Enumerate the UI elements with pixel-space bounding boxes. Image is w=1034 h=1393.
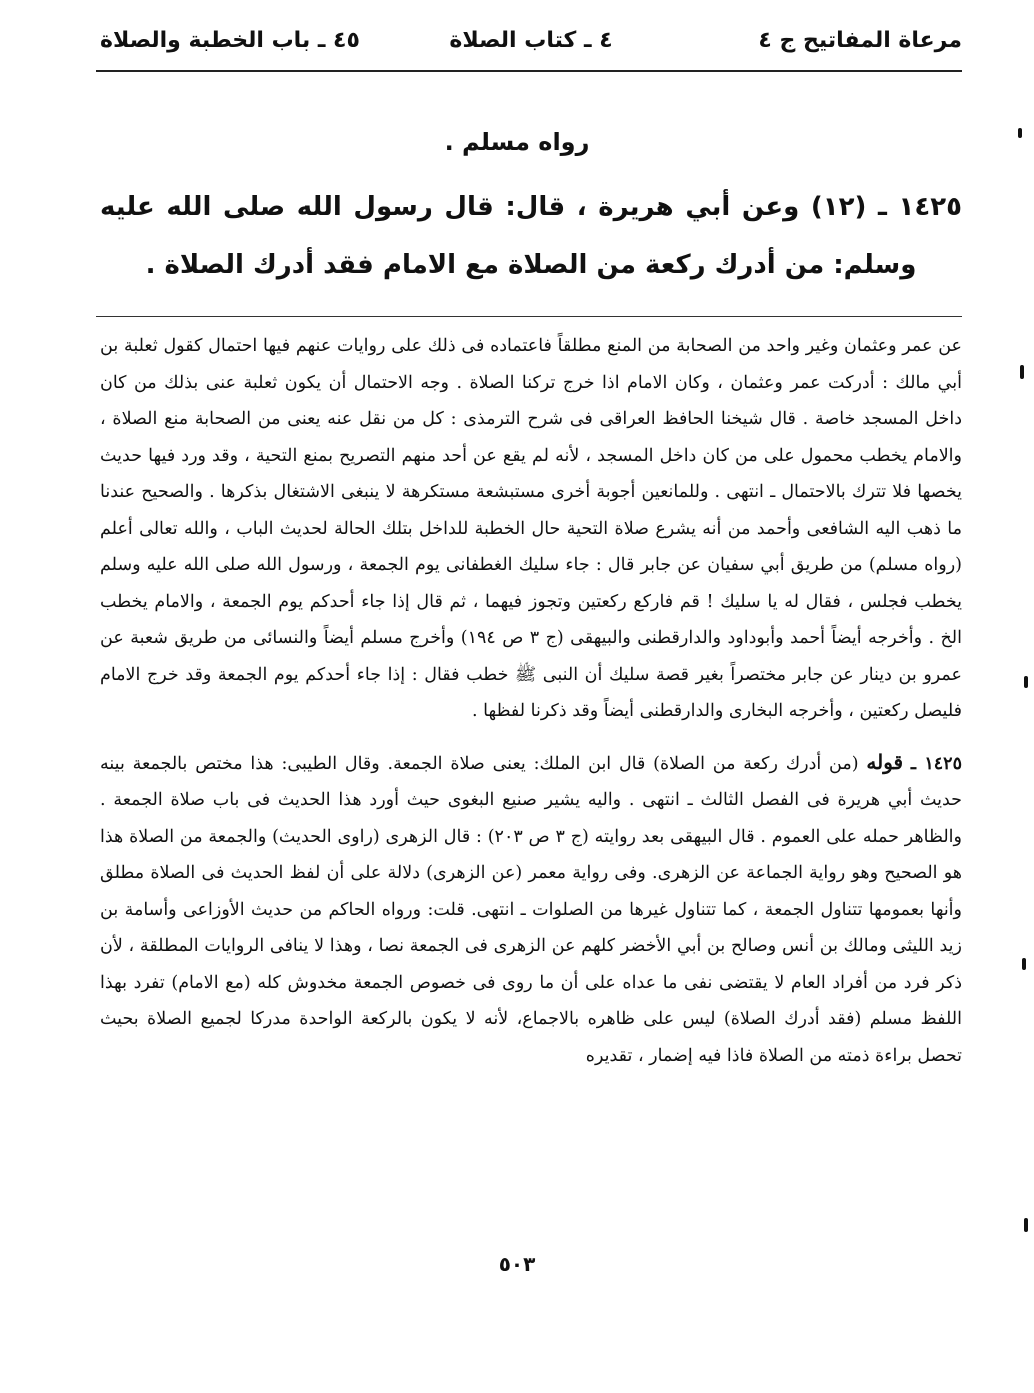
scan-speck: [1020, 365, 1024, 379]
scan-speck: [1022, 958, 1026, 970]
commentary-paragraph-2: [100, 744, 962, 1075]
header-chapter: ٤ ـ كتاب الصلاة: [449, 28, 613, 53]
hadith-text: ١٤٢٥ ـ (١٢) وعن أبي هريرة ، قال: قال رسول الله صلى الله عليه وسلم: من أدرك ركعة من الصلاة مع الامام فقد أدرك الصلاة .: [100, 192, 963, 280]
qawluhu-keyword: قوله: [866, 749, 904, 774]
scan-speck: [1024, 1218, 1028, 1232]
running-header: [100, 28, 962, 68]
header-section: ٤٥ ـ باب الخطبة والصلاة: [100, 28, 360, 53]
header-book-title: مرعاة المفاتيح ج ٤: [758, 28, 962, 53]
riwayah-line: رواه مسلم .: [444, 128, 590, 156]
page-number: ٥٠٣: [498, 1252, 536, 1276]
commentary-paragraph-1: عن عمر وعثمان وغير واحد من الصحابة من المنع مطلقاً فاعتماده فى ذلك على روايات عنهم فيها احتمال كقول ثعلبة بن أبي مالك : أدركت عمر وعثمان ، وكان الامام اذا خرج تركنا الصلاة . وجه الاحتمال أن يكون ثعلبة عنى بذلك من كان داخل المسجد خاصة . قال شيخنا الحافظ العراقى فى شرح الترمذى : كل من نقل عنه يعنى من الصحابة منع الصلاة ، والامام يخطب محمول على من كان داخل المسجد ، لأنه لم يقع عن أحد منهم التصريح بمنع التحية ، وقد ورد فيها حديث يخصها فلا تترك بالاحتمال ـ انتهى . وللمانعين أجوبة أخرى مستبشعة مستكرهة لا ينبغى الاشتغال بذكرها . والصحيح عندنا ما ذهب اليه الشافعى وأحمد من أنه يشرع صلاة التحية حال الخطبة للداخل بتلك الحالة لحديث الباب ، والله تعالى أعلم (رواه مسلم) من طريق أبي سفيان عن جابر قال : جاء سليك الغطفانى يوم الجمعة ، ورسول الله صلى الله عليه وسلم يخطب فجلس ، فقال له يا سليك ! قم فاركع ركعتين وتجوز فيهما ، ثم قال إذا جاء أحدكم يوم الجمعة ، والامام يخطب الخ . وأخرجه أيضاً أحمد وأبوداود والدارقطنى والبيهقى (ج ٣ ص ١٩٤) وأخرج مسلم أيضاً والنسائى من طريق شعبة عن عمرو بن دينار عن جابر مختصراً بغير قصة سليك أن النبى ﷺ خطب فقال : إذا جاء أحدكم يوم الجمعة وقد خرج الامام فليصل ركعتين ، وأخرجه البخارى والدارقطنى أيضاً وقد ذكرنا لفظها .: [100, 336, 963, 721]
commentary-paragraph-2-text: (من أدرك ركعة من الصلاة) قال ابن الملك: يعنى صلاة الجمعة. وقال الطيبى: هذا مختص بالجمعة بينه حديث أبي هريرة فى الفصل الثالث ـ انتهى . واليه يشير صنيع البغوى حيث أورد هذا الحديث فى باب صلاة الجمعة . والظاهر حمله على العموم . قال البيهقى بعد روايته (ج ٣ ص ٢٠٣) : قال الزهرى (راوى الحديث) والجمعة من الصلاة هذا هو الصحيح وهو رواية الجماعة عن الزهرى. وفى رواية معمر (عن الزهرى) دلالة على أن لفظ الحديث فى الصلاة مطلق وأنها بعمومها تتناول الجمعة ، كما تتناول غيرها من الصلوات ـ انتهى. قلت: ورواه الحاكم من حديث الأوزاعى وأسامة بن زيد الليثى ومالك بن أنس وصالح بن أبي الأخضر كلهم عن الزهرى فى الجمعة نصا ، وهذا لا ينافى الروايات المطلقة ، لأن ذكر فرد من أفراد العام لا يقتضى نفى ما عداه على أن ما روى فى خصوص الجمعة مخدوش كله (مع الامام) تفرد بهذا اللفظ مسلم (فقد أدرك الصلاة) ليس على ظاهره بالاجماع، لأنه لا يكون بالركعة الواحدة مدركا لجميع الصلاة بحيث تحصل براءة ذمته من الصلاة فاذا فيه إضمار ، تقديره: [100, 753, 963, 1066]
text-commentary-divider: [96, 316, 962, 317]
commentary-body: [100, 328, 962, 1074]
scan-speck: [1024, 676, 1028, 688]
paragraph-hadith-number: ١٤٢٥ ـ: [910, 753, 962, 774]
header-divider: [96, 70, 962, 72]
scan-speck: [1018, 128, 1022, 138]
